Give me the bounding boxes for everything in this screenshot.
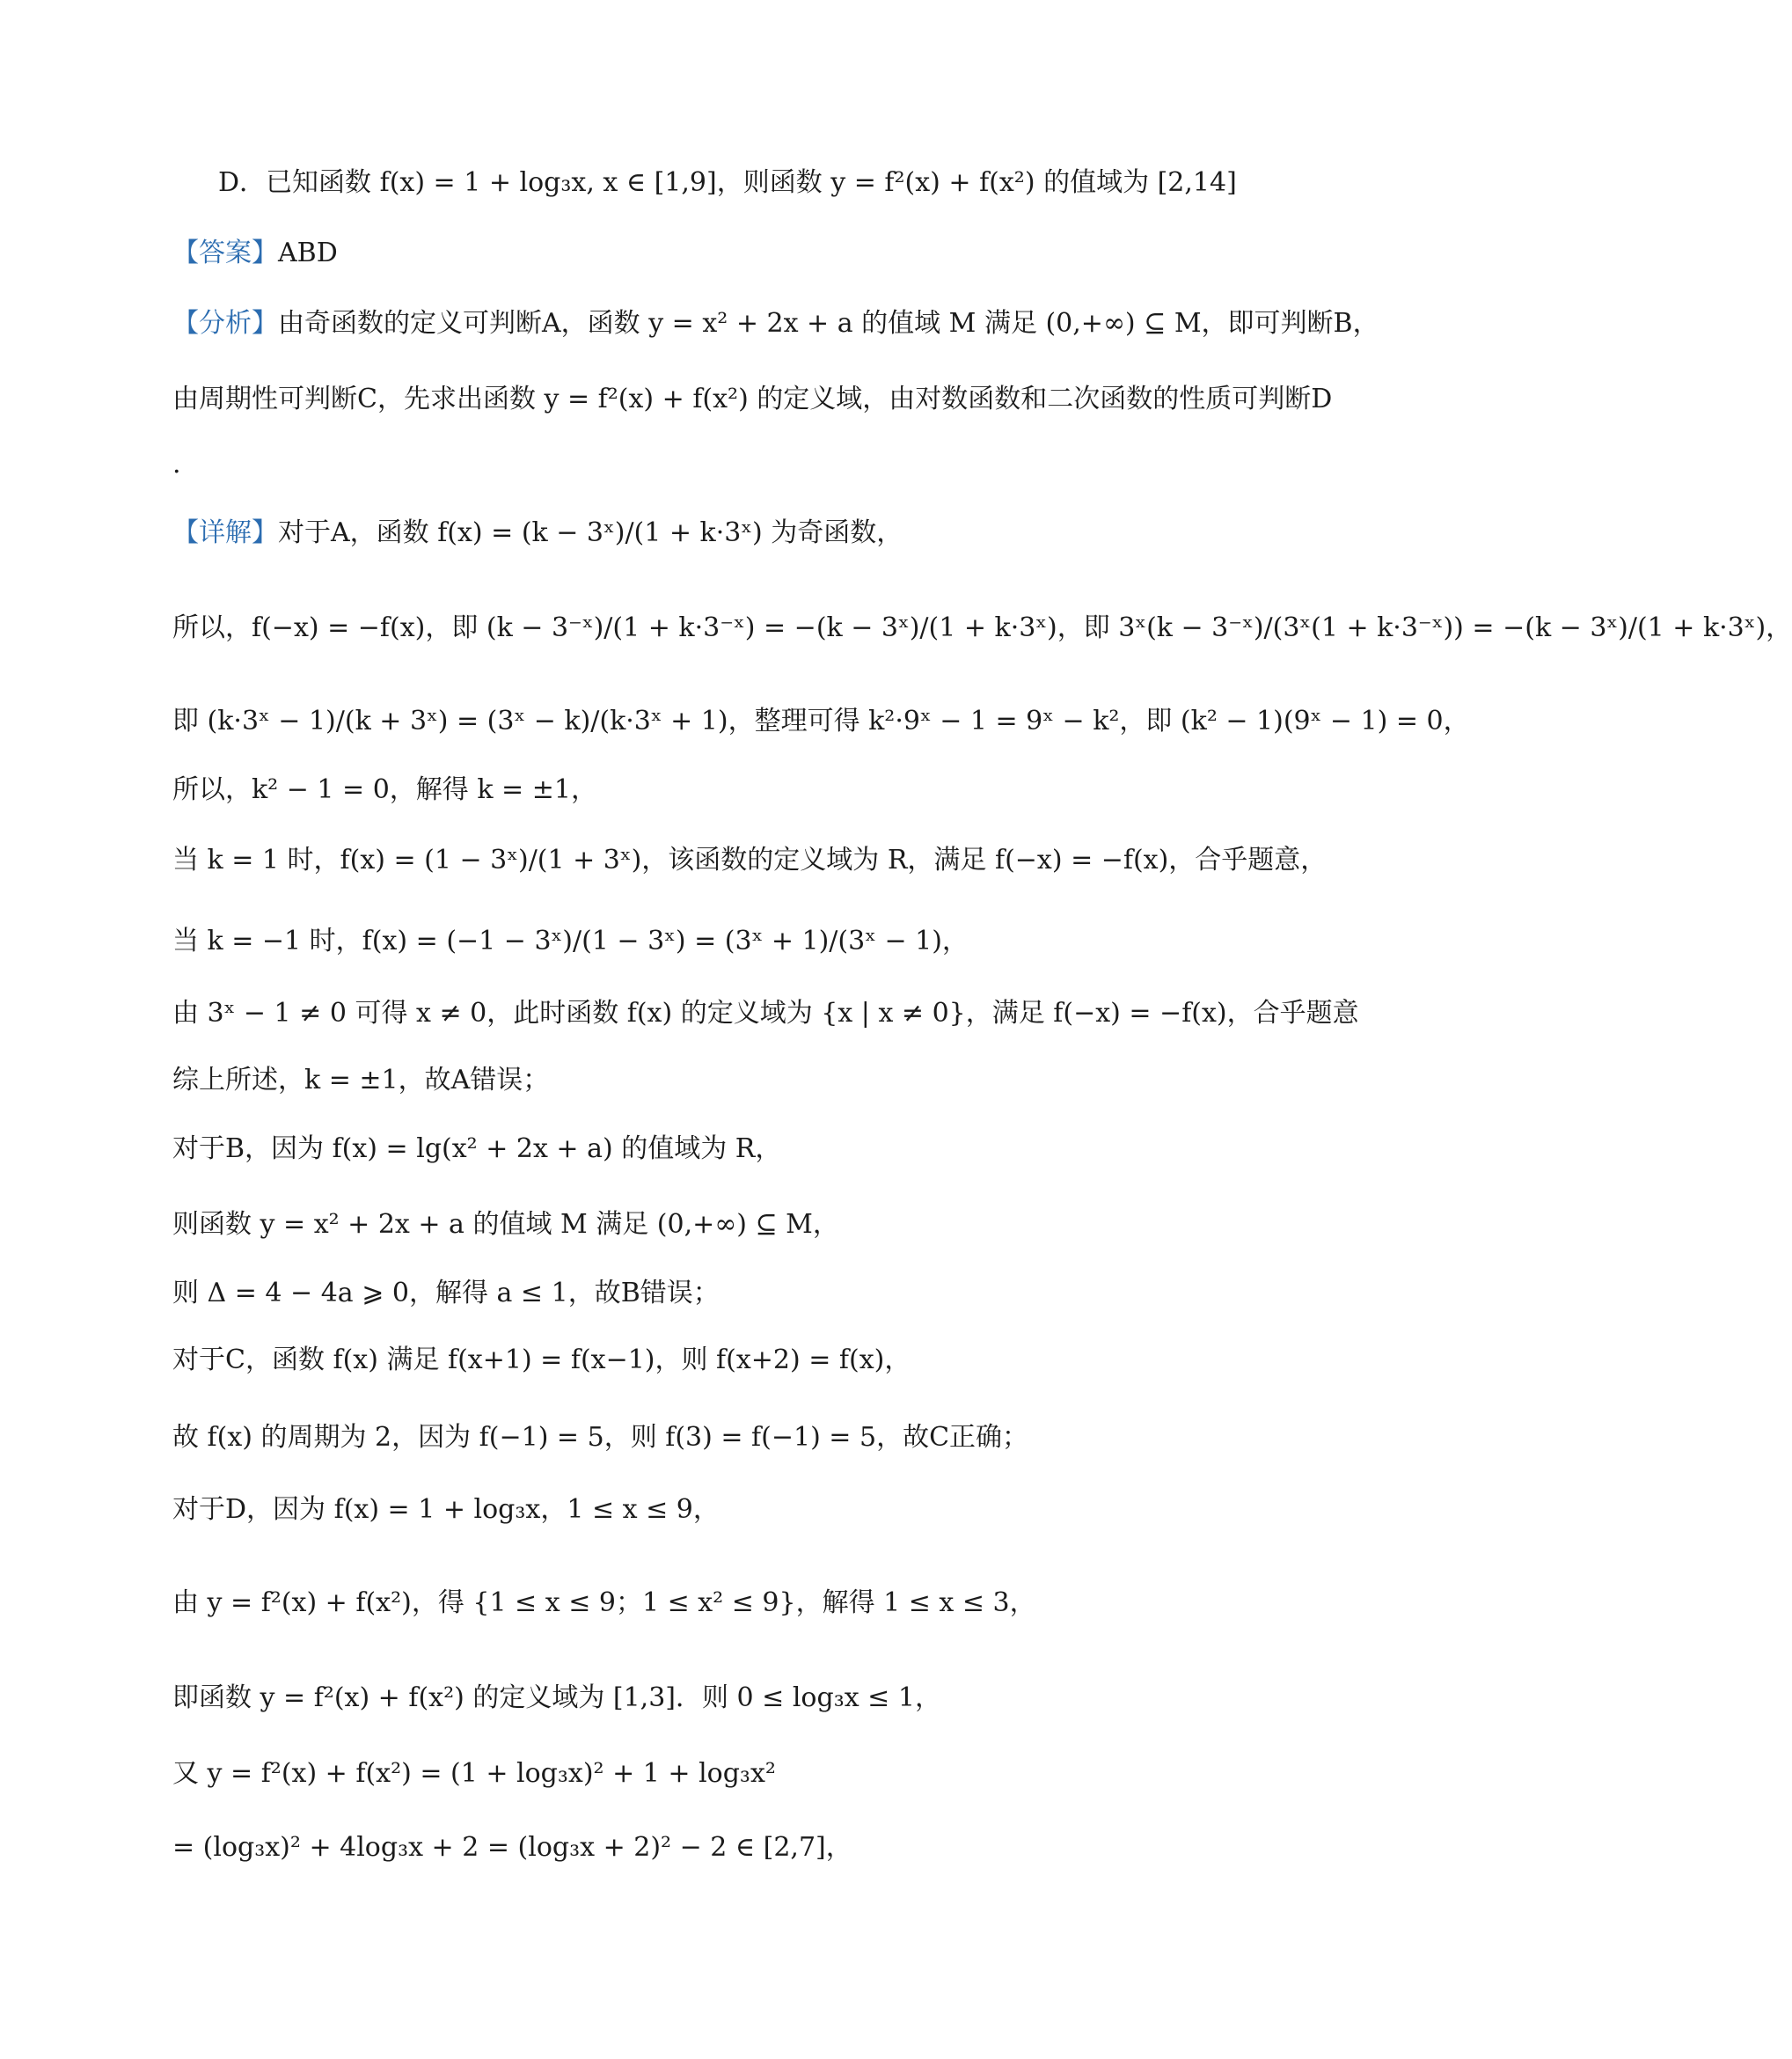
analysis-line-3: . [172, 449, 181, 480]
section-tag: 【详解】 [172, 517, 278, 548]
analysis-line-1: 【分析】由奇函数的定义可判断A，函数 y = x² + 2x + a 的值域 M 满足 (0,+∞) ⊆ M，即可判断B， [172, 308, 1379, 339]
detail-line-17: 又 y = f²(x) + f(x²) = (1 + log₃x)² + 1 + log₃x² [172, 1758, 776, 1789]
detail-line-16: 即函数 y = f²(x) + f(x²) 的定义域为 [1,3]．则 0 ≤ log₃x ≤ 1， [172, 1682, 941, 1713]
section-tag: 【分析】 [172, 308, 278, 339]
detail-line-18: = (log₃x)² + 4log₃x + 2 = (log₃x + 2)² − 2 ∈ [2,7]， [172, 1832, 852, 1863]
detail-line-2: 所以，f(−x) = −f(x)，即 (k − 3⁻ˣ)/(1 + k·3⁻ˣ) = −(k − 3ˣ)/(1 + k·3ˣ)，即 3ˣ(k − 3⁻ˣ)/(3ˣ(1 + k·3⁻ˣ)) = −(k − 3ˣ)/(1 + k·3ˣ)， [172, 612, 1792, 643]
detail-line-3: 即 (k·3ˣ − 1)/(k + 3ˣ) = (3ˣ − k)/(k·3ˣ + 1)，整理可得 k²·9ˣ − 1 = 9ˣ − k²，即 (k² − 1)(9ˣ − 1) = 0， [172, 706, 1470, 736]
detail-line-8: 综上所述，k = ±1，故A错误； [172, 1065, 550, 1095]
detail-line-9: 对于B，因为 f(x) = lg(x² + 2x + a) 的值域为 R， [172, 1133, 782, 1164]
detail-line-6: 当 k = −1 时，f(x) = (−1 − 3ˣ)/(1 − 3ˣ) = (3ˣ + 1)/(3ˣ − 1)， [172, 926, 969, 956]
detail-line-15: 由 y = f²(x) + f(x²)，得 {1 ≤ x ≤ 9；1 ≤ x² ≤ 9}，解得 1 ≤ x ≤ 3， [172, 1587, 1036, 1618]
detail-line-10: 则函数 y = x² + 2x + a 的值域 M 满足 (0,+∞) ⊆ M， [172, 1209, 839, 1240]
detail-line-13: 故 f(x) 的周期为 2，因为 f(−1) = 5，则 f(3) = f(−1) = 5，故C正确； [172, 1422, 1029, 1453]
detail-line-5: 当 k = 1 时，f(x) = (1 − 3ˣ)/(1 + 3ˣ)，该函数的定义域为 R，满足 f(−x) = −f(x)，合乎题意， [172, 845, 1328, 876]
detail-line-11: 则 Δ = 4 − 4a ⩾ 0，解得 a ≤ 1，故B错误； [172, 1278, 720, 1308]
detail-line-7: 由 3ˣ − 1 ≠ 0 可得 x ≠ 0，此时函数 f(x) 的定义域为 {x | x ≠ 0}，满足 f(−x) = −f(x)，合乎题意 [172, 998, 1359, 1029]
analysis-line-2: 由周期性可判断C，先求出函数 y = f²(x) + f(x²) 的定义域，由对数函数和二次函数的性质可判断D [172, 384, 1333, 414]
detail-line-1: 【详解】对于A，函数 f(x) = (k − 3ˣ)/(1 + k·3ˣ) 为奇函数， [172, 517, 903, 548]
answer-line: 【答案】ABD [172, 238, 338, 268]
detail-line-4: 所以，k² − 1 = 0，解得 k = ±1， [172, 774, 597, 805]
detail-line-14: 对于D，因为 f(x) = 1 + log₃x，1 ≤ x ≤ 9， [172, 1494, 720, 1525]
section-tag: 【答案】 [172, 238, 278, 268]
detail-line-12: 对于C，函数 f(x) 满足 f(x+1) = f(x−1)，则 f(x+2) = f(x)， [172, 1345, 911, 1375]
option-d-statement: D．已知函数 f(x) = 1 + log₃x, x ∈ [1,9]，则函数 y = f²(x) + f(x²) 的值域为 [2,14] [218, 167, 1237, 198]
